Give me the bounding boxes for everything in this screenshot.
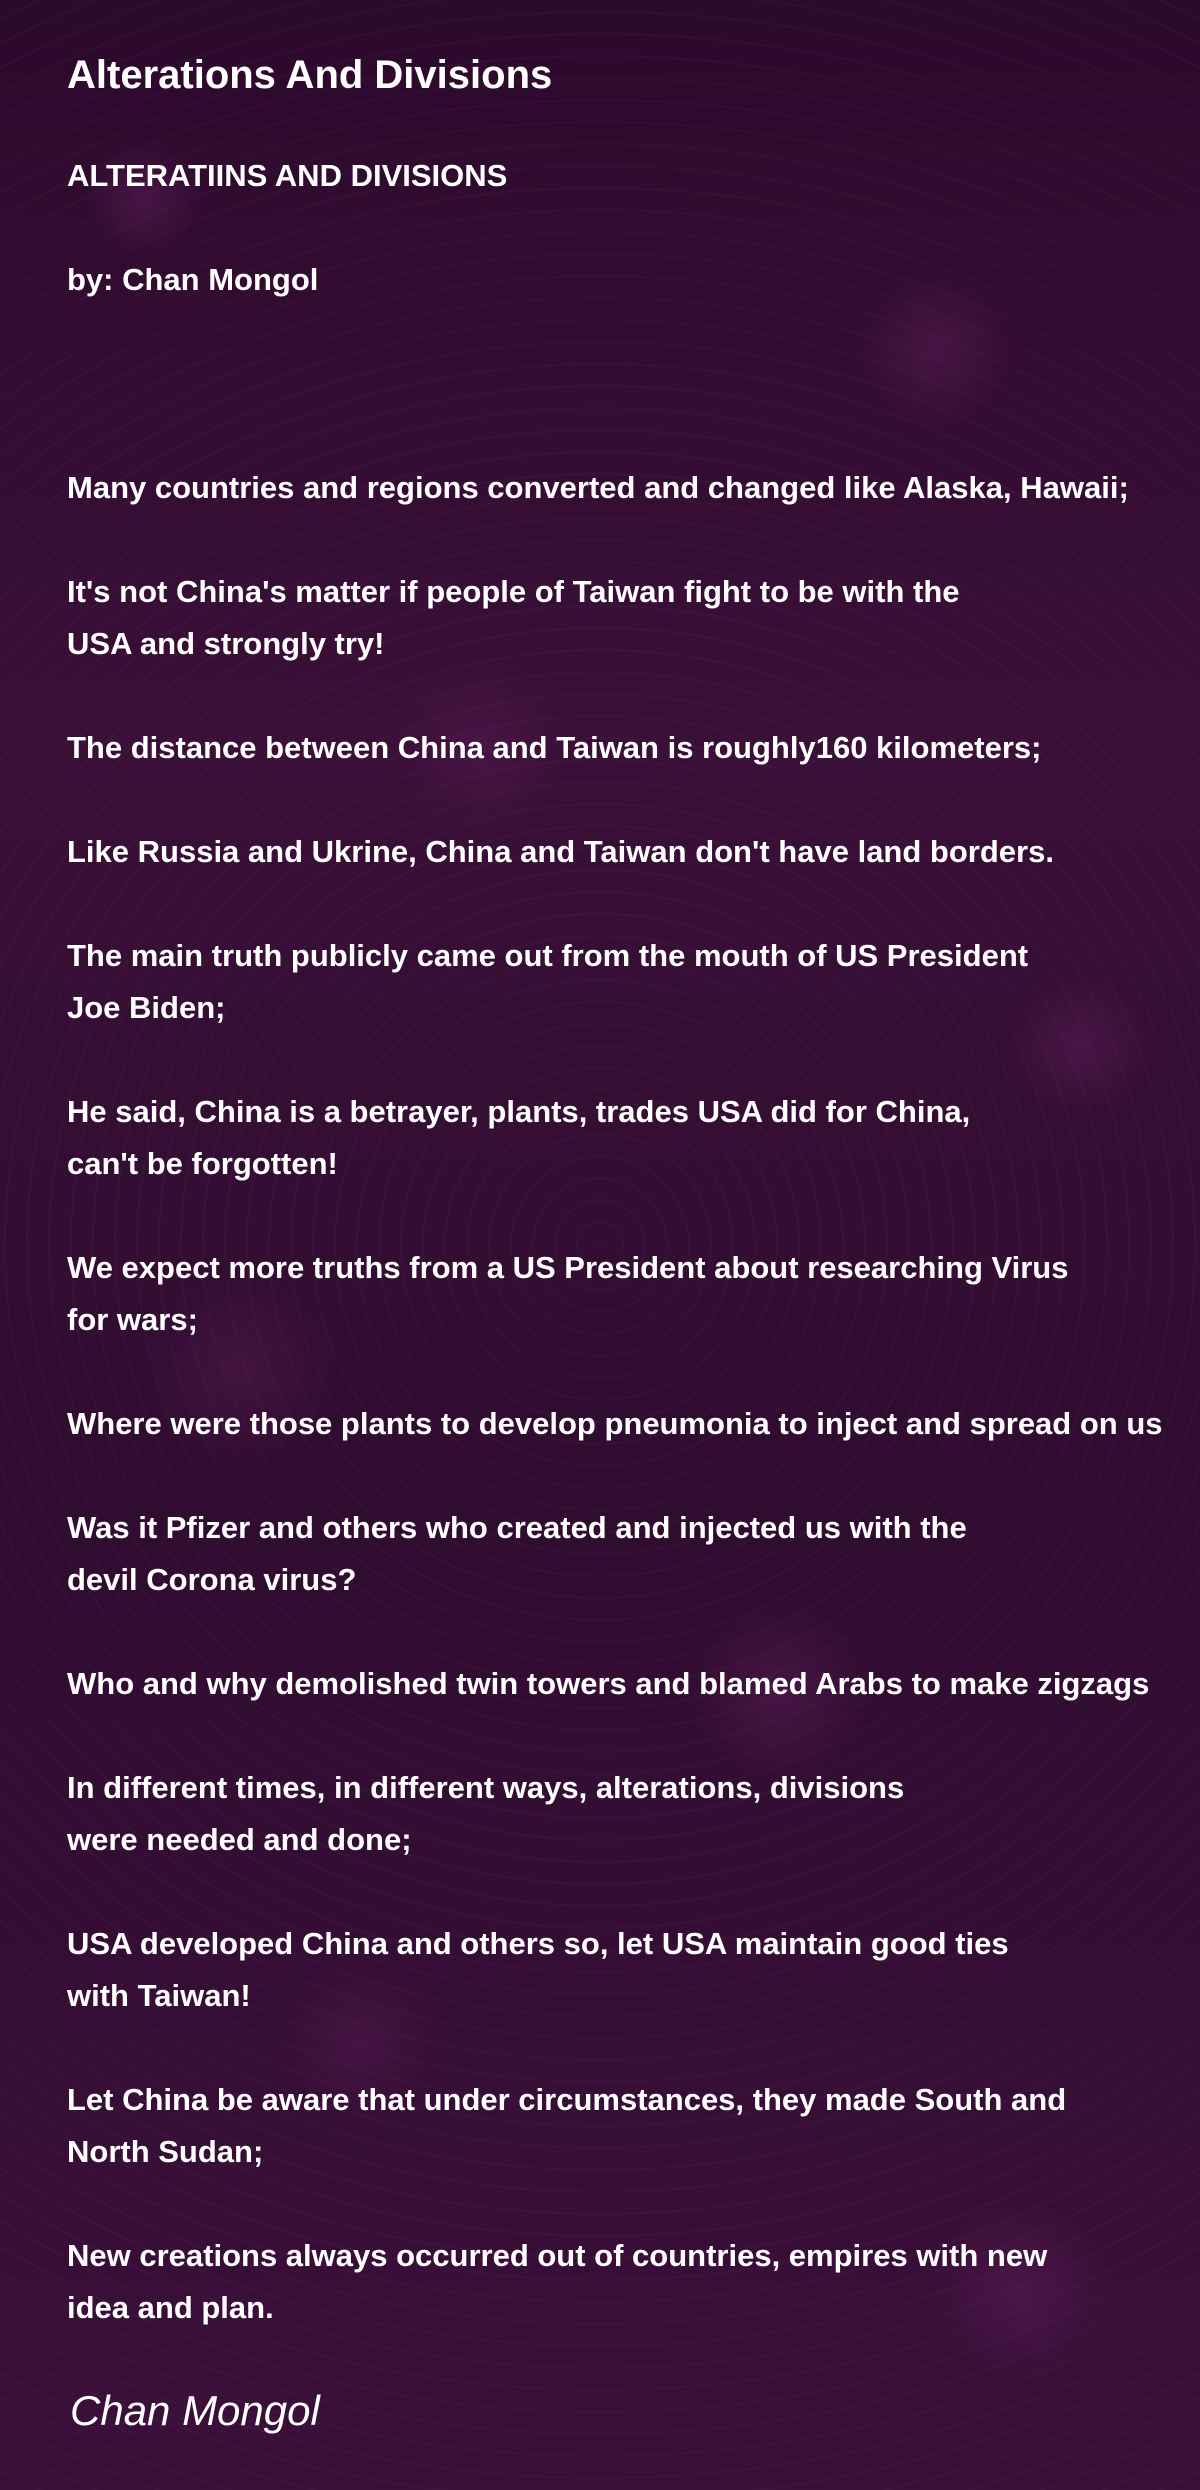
poem-line: North Sudan; (67, 2134, 264, 2169)
poem-line: ALTERATIINS AND DIVISIONS (67, 158, 508, 193)
blank-line (67, 1450, 1200, 1502)
poem-line: Like Russia and Ukrine, China and Taiwan don't have land borders. (67, 834, 1054, 869)
poem-line: He said, China is a betrayer, plants, trades USA did for China, (67, 1094, 971, 1129)
poem-line: devil Corona virus? (67, 1562, 357, 1597)
poem-line: Let China be aware that under circumstances, they made South and (67, 2082, 1067, 2117)
poem-line: Joe Biden; (67, 990, 226, 1025)
blank-line (67, 2178, 1200, 2230)
blank-line (67, 1606, 1200, 1658)
blank-line (67, 774, 1200, 826)
poem-line: New creations always occurred out of countries, empires with new (67, 2238, 1048, 2273)
poem-line: idea and plan. (67, 2290, 274, 2325)
blank-line (67, 358, 1200, 410)
blank-line (67, 410, 1200, 462)
blank-line (67, 1034, 1200, 1086)
blank-line (67, 202, 1200, 254)
poem-line: by: Chan Mongol (67, 262, 319, 297)
poem-line: USA and strongly try! (67, 626, 385, 661)
blank-line (67, 1866, 1200, 1918)
blank-line (67, 1346, 1200, 1398)
poem-line: The main truth publicly came out from the mouth of US President (67, 938, 1029, 973)
poem-title: Alterations And Divisions (67, 53, 553, 97)
poem-line: Was it Pfizer and others who created and injected us with the (67, 1510, 967, 1545)
blank-line (67, 878, 1200, 930)
poem-line: It's not China's matter if people of Taiwan fight to be with the (67, 574, 960, 609)
blank-line (67, 1190, 1200, 1242)
poem-line: Many countries and regions converted and changed like Alaska, Hawaii; (67, 470, 1129, 505)
blank-line (67, 1710, 1200, 1762)
blank-line (67, 670, 1200, 722)
poem-line: can't be forgotten! (67, 1146, 338, 1181)
poem-line: for wars; (67, 1302, 198, 1337)
author-signature: Chan Mongol (70, 2387, 320, 2434)
poem-line: USA developed China and others so, let USA maintain good ties (67, 1926, 1009, 1961)
poem-line: The distance between China and Taiwan is roughly160 kilometers; (67, 730, 1042, 765)
poem-line: were needed and done; (67, 1822, 412, 1857)
poem-line: Who and why demolished twin towers and blamed Arabs to make zigzags (67, 1666, 1150, 1701)
poem-line: In different times, in different ways, alterations, divisions (67, 1770, 905, 1805)
poem-body (67, 150, 1200, 2334)
poem-line: Where were those plants to develop pneumonia to inject and spread on us (67, 1406, 1163, 1441)
blank-line (67, 2022, 1200, 2074)
blank-line (67, 306, 1200, 358)
poem-line: with Taiwan! (67, 1978, 251, 2013)
poem-line: We expect more truths from a US President about researching Virus (67, 1250, 1069, 1285)
blank-line (67, 514, 1200, 566)
